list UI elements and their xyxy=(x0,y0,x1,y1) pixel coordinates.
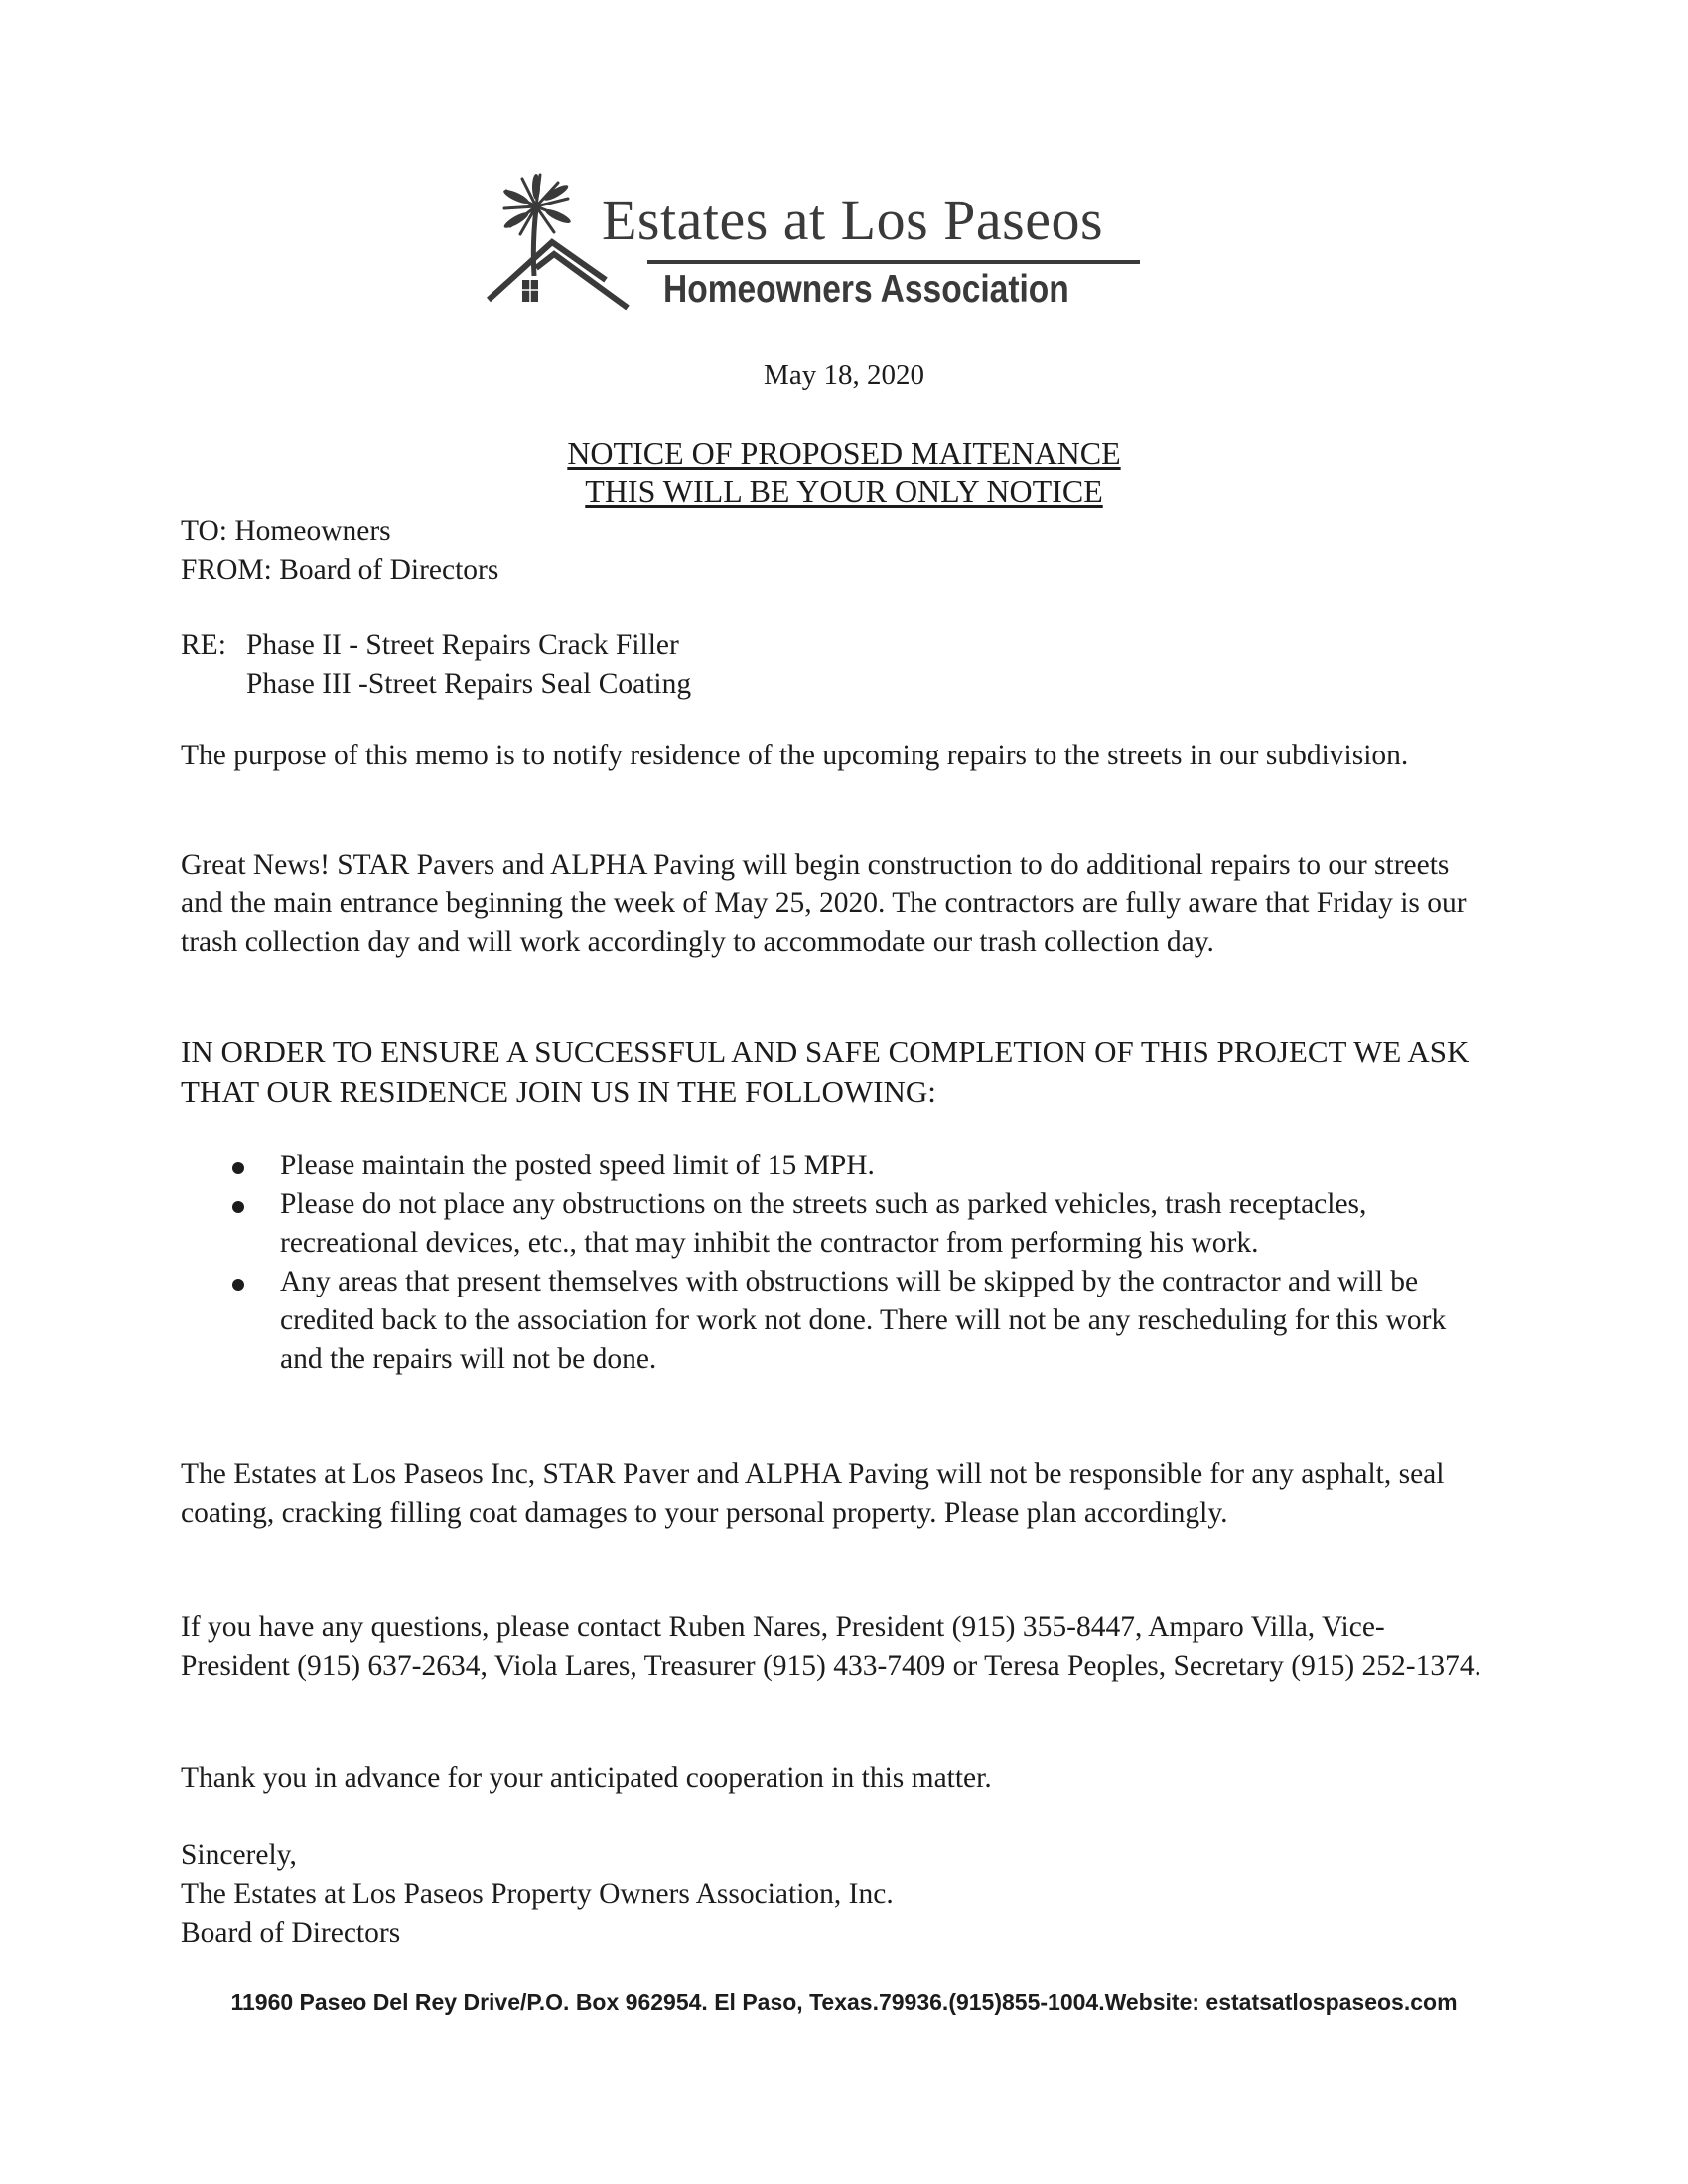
list-item-text: Please maintain the posted speed limit of 15 MPH. xyxy=(280,1150,875,1181)
purpose-paragraph: The purpose of this memo is to notify residence of the upcoming repairs to the streets in our subdivision. xyxy=(181,740,1409,771)
re-label: RE: xyxy=(181,629,226,661)
closing-block xyxy=(181,1837,1491,1953)
list-item xyxy=(181,1185,1491,1263)
bullet-icon xyxy=(232,1162,244,1174)
re-line-2: Phase III -Street Repairs Seal Coating xyxy=(246,668,692,700)
contacts-paragraph: If you have any questions, please contact Ruben Nares, President (915) 355-8447, Amparo Villa, Vice-President (915) 637-2634, Viola Lares, Treasurer (915) 433-7409 or Teresa Peoples, Secretary (915) 252-1374. xyxy=(181,1611,1481,1682)
association-subtitle: Homeowners Association xyxy=(663,268,1069,311)
list-item xyxy=(181,1263,1491,1379)
request-heading: IN ORDER TO ENSURE A SUCCESSFUL AND SAFE COMPLETION OF THIS PROJECT WE ASK THAT OUR RESIDENCE JOIN US IN THE FOLLOWING: xyxy=(181,1034,1470,1109)
closing-signer: Board of Directors xyxy=(181,1917,401,1949)
memo-from: FROM: Board of Directors xyxy=(181,554,499,586)
regarding-section xyxy=(181,626,1491,704)
memo-header xyxy=(181,512,1491,590)
salutation: Sincerely, xyxy=(181,1840,297,1871)
list-item xyxy=(181,1147,1491,1185)
bullet-icon xyxy=(232,1279,244,1291)
news-paragraph: Great News! STAR Pavers and ALPHA Paving will begin construction to do additional repairs to our streets and the main entrance beginning the week of May 25, 2020. The contractors are fully aware that Friday is our trash collection day and will work accordingly to accommodate our trash collection day. xyxy=(181,849,1467,958)
association-name: Estates at Los Paseos xyxy=(602,188,1104,252)
closing-org: The Estates at Los Paseos Property Owners Association, Inc. xyxy=(181,1878,894,1910)
headline-line-2: THIS WILL BE YOUR ONLY NOTICE xyxy=(585,474,1103,509)
re-line-1: Phase II - Street Repairs Crack Filler xyxy=(246,629,679,661)
letterhead xyxy=(477,169,1192,338)
liability-paragraph: The Estates at Los Paseos Inc, STAR Paver and ALPHA Paving will not be responsible for any asphalt, seal coating, cracking filling coat damages to your personal property. Please plan accordingly. xyxy=(181,1458,1445,1529)
list-item-text: Please do not place any obstructions on the streets such as parked vehicles, trash receptacles, recreational devices, etc., that may inhibit the contractor from performing his work. xyxy=(280,1188,1367,1259)
thanks-paragraph: Thank you in advance for your anticipated cooperation in this matter. xyxy=(181,1762,992,1794)
headline-line-1: NOTICE OF PROPOSED MAITENANCE xyxy=(567,435,1121,471)
list-item-text: Any areas that present themselves with obstructions will be skipped by the contractor and will be credited back to the association for work not done. There will not be any rescheduling for this work and the repairs will not be done. xyxy=(280,1266,1447,1375)
notice-headline xyxy=(0,434,1688,511)
request-list xyxy=(181,1147,1491,1379)
bullet-icon xyxy=(232,1201,244,1213)
footer-address: 11960 Paseo Del Rey Drive/P.O. Box 962954. El Paso, Texas.79936.(915)855-1004.Website: estatsatlospaseos.com xyxy=(230,1989,1458,2015)
letterhead-divider xyxy=(647,260,1140,264)
memo-to: TO: Homeowners xyxy=(181,515,391,547)
letter-date: May 18, 2020 xyxy=(764,359,924,391)
